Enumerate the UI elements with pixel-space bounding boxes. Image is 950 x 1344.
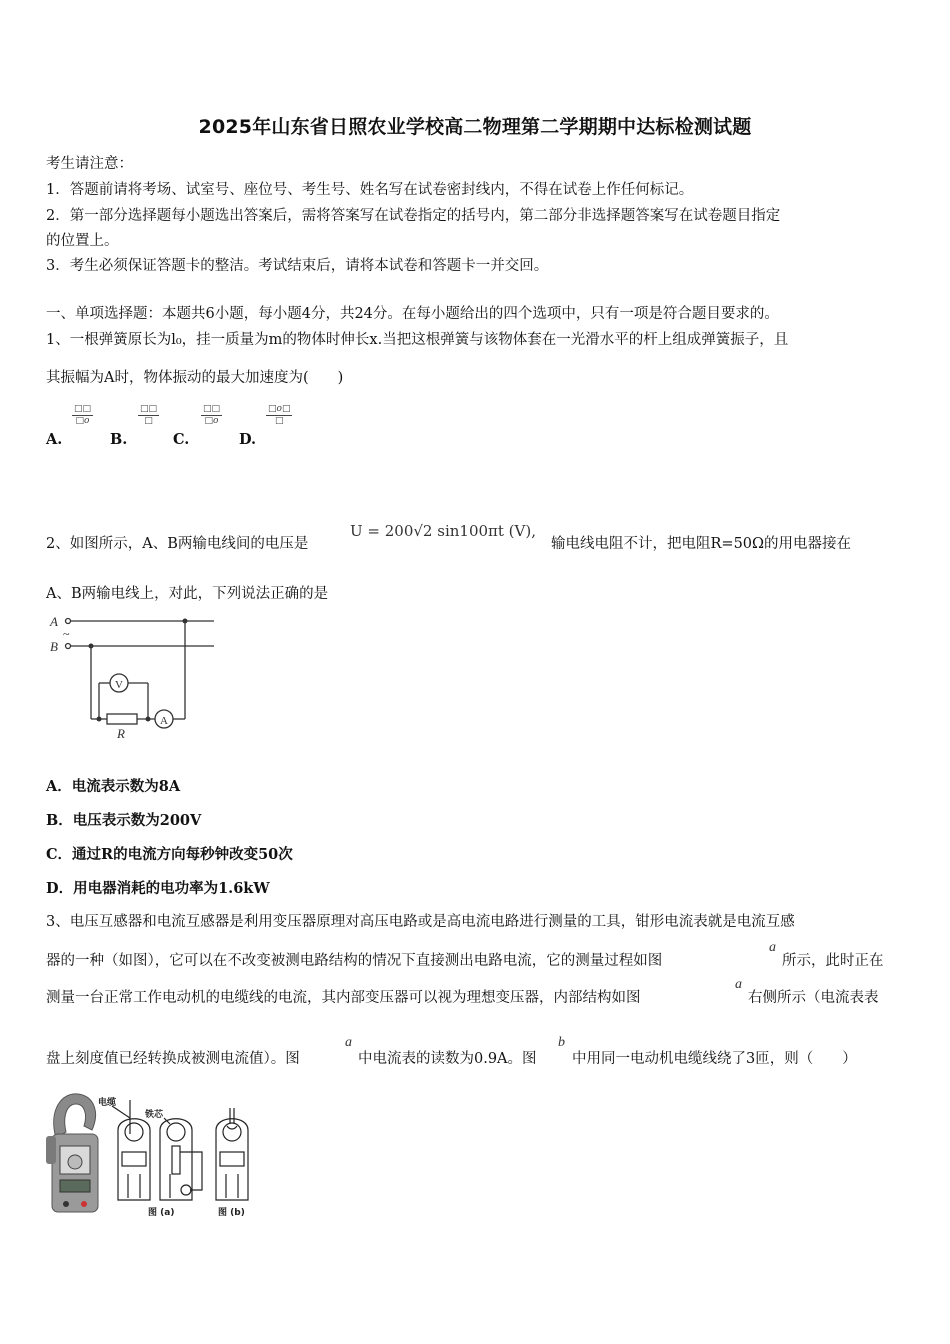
page-title: 2025年山东省日照农业学校高二物理第二学期期中达标检测试题 [198,116,752,138]
q2-fig-label-a: A [50,614,58,629]
q2-option-c: C．通过R的电流方向每秒钟改变50次 [46,846,293,863]
q2-fig-voltmeter: V [115,679,123,691]
q2-option-d: D．用电器消耗的电功率为1.6kW [46,880,270,897]
q1-option-b-label: B. [110,431,128,448]
q3-fig-ref-a: a [345,1035,352,1050]
q3-line2b: 所示，此时正在 [782,953,884,969]
q1-option-d-label: D. [239,431,257,448]
q2-fig-ammeter: A [160,715,168,727]
notice-item: 1．答题前请将考场、试室号、座位号、考生号、姓名写在试卷密封线内，不得在试卷上作任何标记。 [46,182,694,198]
q3-line2a: 器的一种（如图），它可以在不改变被测电路结构的情况下直接测出电路电流，它的测量过程如图 [46,953,663,969]
q2-line1b: 输电线电阻不计，把电阻R=50Ω的用电器接在 [551,536,852,552]
q2-fig-resistor-label: R [117,726,125,741]
notice-heading: 考生请注意： [46,156,133,172]
q3-line4a: 盘上刻度值已经转换成被测电流值）。图 [46,1051,300,1067]
q3-line3a: 测量一台正常工作电动机的电缆线的电流，其内部变压器可以视为理想变压器，内部结构如图 [46,990,641,1006]
q3-fig-label-b: 图 (b) [218,1208,245,1218]
q2-fig-tilde: ~ [63,627,70,641]
notice-item: 的位置上。 [46,233,119,249]
q3-fig-core-label: 铁芯 [145,1110,164,1120]
clamp-meter-icon [46,1094,98,1212]
q3-line4b: 中电流表的读数为0.9A。图 [358,1051,537,1067]
q1-option-c-label: C. [173,431,190,448]
q1-option-c-formula: □□ □o [203,404,221,426]
q1-option-a-formula: □□ □o [74,404,92,426]
q1-option-a-label: A. [46,431,63,448]
q3-line4c: 中用同一电动机电缆线绕了3匝，则（ ） [572,1051,857,1067]
notice-item: 3．考生必须保证答题卡的整洁。考试结束后，请将本试卷和答题卡一并交回。 [46,258,549,274]
q3-line1: 3、电压互感器和电流互感器是利用变压器原理对高压电路或是高电流电路进行测量的工具，钳形电流表就是电流互感 [46,914,795,930]
q3-clamp-meter-figure [44,1090,274,1220]
q1-option-b-formula: □□ □ [140,404,158,426]
q2-line1a: 2、如图所示，A、B两输电线间的电压是 [46,536,309,552]
q2-option-a: A．电流表示数为8A [46,778,181,795]
q2-line2: A、B两输电线上，对此，下列说法正确的是 [46,586,329,602]
q3-fig-ref-a: a [735,977,742,992]
q3-fig-label-a: 图 (a) [148,1208,175,1218]
q1-line2: 其振幅为A时，物体振动的最大加速度为( ) [46,370,344,386]
q3-line3b: 右侧所示（电流表表 [748,990,879,1006]
q2-option-b: B．电压表示数为200V [46,812,202,829]
q2-voltage-formula: U = 200√2 sin100πt (V), [350,522,536,540]
q2-fig-label-b: B [50,639,58,654]
q3-fig-ref-b: b [558,1035,565,1050]
q1-line1: 1、一根弹簧原长为l₀，挂一质量为m的物体时伸长x.当把这根弹簧与该物体套在一光滑水平的杆上组成弹簧振子，且 [46,332,789,348]
q3-fig-ref-a: a [769,940,776,955]
section-heading: 一、单项选择题：本题共6小题，每小题4分，共24分。在每小题给出的四个选项中，只有一项是符合题目要求的。 [46,306,779,322]
q1-option-d-formula: □o□ □ [268,404,291,426]
notice-item: 2．第一部分选择题每小题选出答案后，需将答案写在试卷指定的括号内，第二部分非选择题答案写在试卷题目指定 [46,208,781,224]
q2-circuit-diagram [44,608,219,743]
q3-fig-cable-label: 电缆 [98,1098,117,1108]
